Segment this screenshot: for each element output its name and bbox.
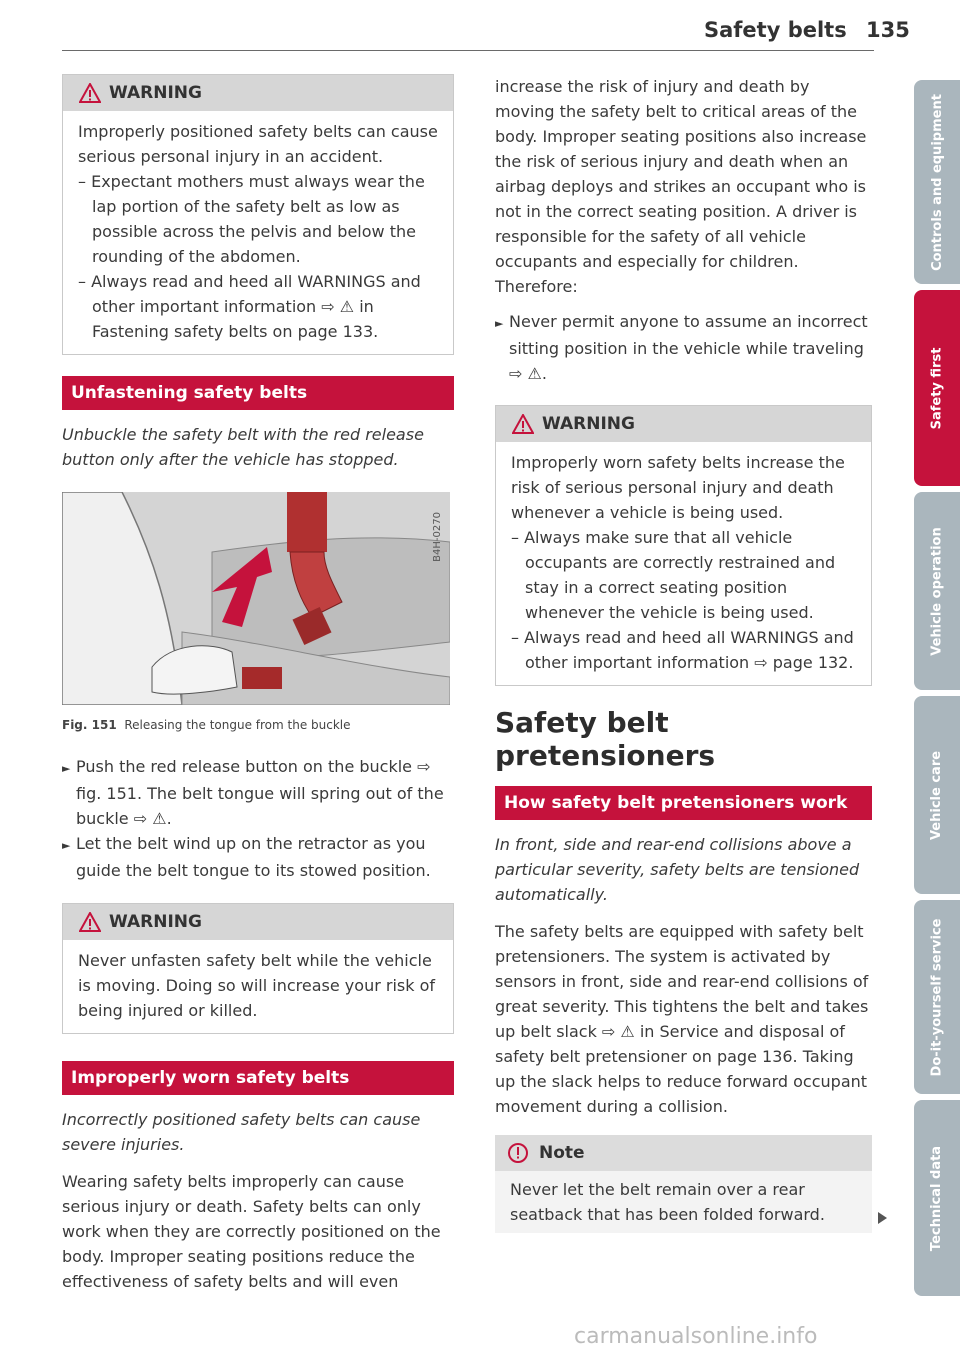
instruction-step: ► Let the belt wind up on the retractor as you guide the belt tongue to its stowed position. xyxy=(62,834,431,880)
tab-safety-first[interactable]: Safety first xyxy=(914,290,960,486)
note-box xyxy=(495,1135,872,1233)
header-rule xyxy=(62,50,874,51)
figure-illustration xyxy=(62,492,450,705)
arrow-bullet-icon: ► xyxy=(495,317,504,330)
warning-text: Improperly worn safety belts increase the risk of serious personal injury and death whenever a vehicle is being used. xyxy=(511,453,845,522)
chapter-heading: Safety belt pretensioners xyxy=(495,706,716,772)
warning-box xyxy=(495,405,872,686)
tab-controls-and-equipment[interactable]: Controls and equipment xyxy=(914,80,960,284)
warning-text: Never unfasten safety belt while the vehicle is moving. Doing so will increase your risk of being injured or killed. xyxy=(78,951,435,1020)
warning-label: WARNING xyxy=(109,911,202,932)
tab-do-it-yourself-service[interactable]: Do-it-yourself service xyxy=(914,900,960,1094)
figure-code: B4H-0270 xyxy=(432,512,443,562)
section-lead: Incorrectly positioned safety belts can cause severe injuries. xyxy=(62,1110,421,1154)
warning-triangle-icon xyxy=(79,83,101,103)
warning-text: Improperly positioned safety belts can cause serious personal injury in an accident. xyxy=(78,122,438,166)
instruction-step: ► Push the red release button on the buckle ⇨ fig. 151. The belt tongue will spring out of the buckle ⇨ ⚠. xyxy=(62,757,444,828)
warning-label: WARNING xyxy=(109,82,202,103)
watermark: carmanualsonline.info xyxy=(574,1324,818,1349)
body-paragraph: increase the risk of injury and death by moving the safety belt to critical areas of the body. Improper seating positions also increase the risk of serious injury and death when an airbag deploys and strikes an occupant who is not in the correct seating position. A driver is responsible for the safety of all vehicle occupants and especially for children. Therefore: xyxy=(495,77,867,296)
warning-box xyxy=(62,903,454,1034)
left-column xyxy=(62,74,454,1294)
section-heading: Unfastening safety belts xyxy=(62,376,454,410)
body-paragraph: The safety belts are equipped with safety belt pretensioners. The system is activated by sensors in front, side and rear-end collisions of great severity. This tightens the belt and takes up belt slack ⇨ ⚠ in Service and disposal of safety belt pretensioner on page 136. Taking up the slack helps to reduce forward occupant movement during a collision. xyxy=(495,922,869,1116)
warning-item: – Expectant mothers must always wear the lap portion of the safety belt as low as possible across the pelvis and below the rounding of the abdomen. xyxy=(78,172,425,266)
page-number: 135 xyxy=(866,18,910,42)
section-heading: Improperly worn safety belts xyxy=(62,1061,454,1095)
figure-caption: Fig. 151 Releasing the tongue from the buckle xyxy=(62,718,351,732)
section-heading: How safety belt pretensioners work xyxy=(495,786,872,820)
note-header xyxy=(495,1135,872,1171)
tab-vehicle-care[interactable]: Vehicle care xyxy=(914,696,960,894)
body-paragraph: Wearing safety belts improperly can cause serious injury or death. Safety belts can only work when they are correctly positioned on the body. Improper seating positions reduce the effectiveness of safety belts and will even xyxy=(62,1172,441,1291)
warning-item: – Always read and heed all WARNINGS and other important information ⇨ ⚠ in Fastening safety belts on page 133. xyxy=(78,272,421,341)
warning-triangle-icon xyxy=(79,912,101,932)
running-header-title: Safety belts xyxy=(704,18,847,42)
note-label: Note xyxy=(539,1142,585,1163)
info-circle-icon xyxy=(507,1142,529,1164)
tab-vehicle-operation[interactable]: Vehicle operation xyxy=(914,492,960,690)
tab-technical-data[interactable]: Technical data xyxy=(914,1100,960,1296)
arrow-bullet-icon: ► xyxy=(62,839,71,852)
right-column xyxy=(495,74,872,1233)
warning-box xyxy=(62,74,454,355)
arrow-bullet-icon: ► xyxy=(62,762,71,775)
section-lead: Unbuckle the safety belt with the red release button only after the vehicle has stopped. xyxy=(62,425,424,469)
warning-header xyxy=(63,904,453,940)
section-lead: In front, side and rear-end collisions above a particular severity, safety belts are tensioned automatically. xyxy=(495,835,860,904)
instruction-step: ► Never permit anyone to assume an incorrect sitting position in the vehicle while traveling ⇨ ⚠. xyxy=(495,312,868,383)
warning-item: – Always make sure that all vehicle occupants are correctly restrained and stay in a correct seating position whenever the vehicle is being used. xyxy=(511,528,836,622)
continued-arrow-icon xyxy=(878,1212,887,1224)
warning-label: WARNING xyxy=(542,413,635,434)
warning-triangle-icon xyxy=(512,414,534,434)
warning-header xyxy=(496,406,871,442)
warning-header xyxy=(63,75,453,111)
note-text: Never let the belt remain over a rear seatback that has been folded forward. xyxy=(510,1180,825,1224)
warning-item: – Always read and heed all WARNINGS and other important information ⇨ page 132. xyxy=(511,628,854,672)
seat-belt-buckle-illustration xyxy=(62,492,450,705)
